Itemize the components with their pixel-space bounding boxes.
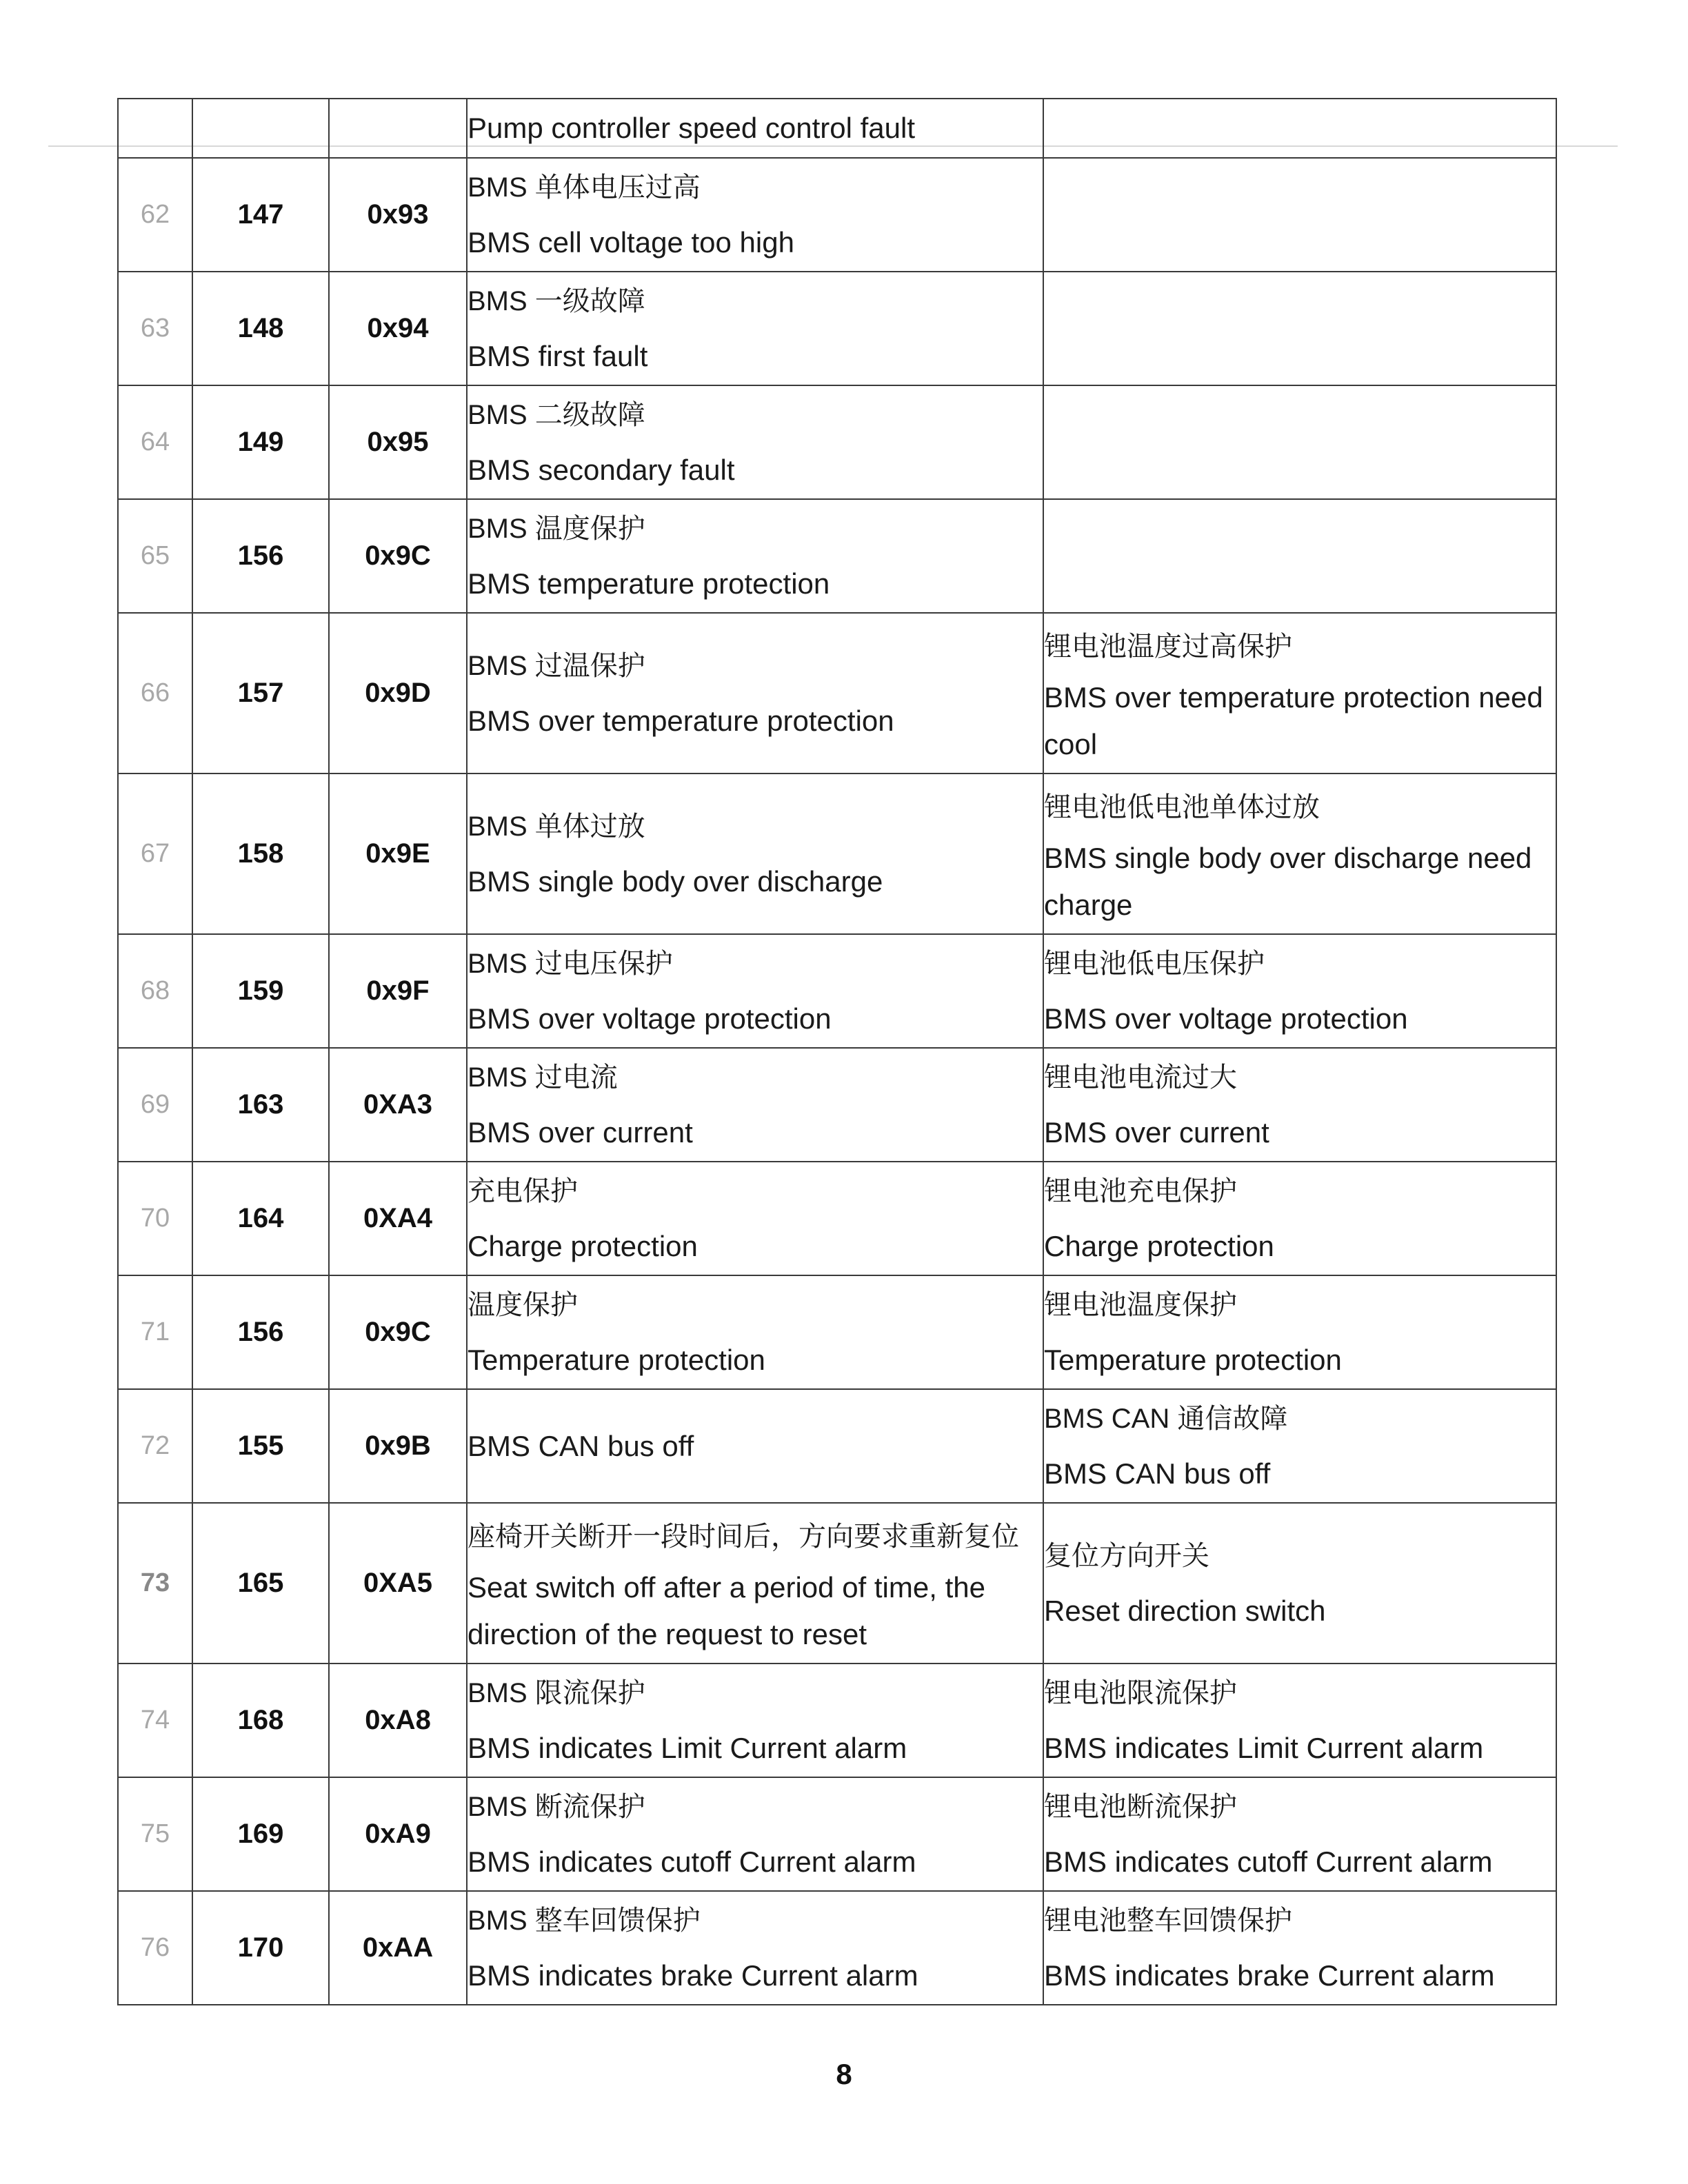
seq-cell: 63 [118,272,192,385]
hex-code-cell: 0x95 [329,385,467,499]
note-en: Reset direction switch [1044,1594,1326,1627]
seq-cell: 76 [118,1891,192,2005]
table-row [118,1664,1556,1777]
description-cell [467,1389,1043,1503]
description-en: BMS first fault [468,339,648,372]
dec-code-cell: 156 [192,1275,329,1389]
table-row [118,385,1556,499]
page-number: 8 [836,2058,852,2090]
hex-code-cell: 0x9D [329,613,467,774]
note-cell [1043,99,1556,158]
seq-cell [118,99,192,158]
note-cell [1043,1664,1556,1777]
note-cell [1043,613,1556,774]
note-cell [1043,499,1556,613]
table-row [118,1275,1556,1389]
seq-cell: 73 [118,1503,192,1664]
description-cell [467,613,1043,774]
seq-cell: 64 [118,385,192,499]
note-cn: 锂电池低电压保护 [1044,948,1265,979]
note-cell [1043,385,1556,499]
note-en: BMS indicates cutoff Current alarm [1044,1845,1493,1878]
description-cell [467,385,1043,499]
description-cn: 充电保护 [468,1175,578,1206]
note-cell [1043,1048,1556,1162]
table-row [118,934,1556,1048]
description-en: Temperature protection [468,1343,765,1376]
table-row [118,1891,1556,2005]
description-cell [467,774,1043,934]
seq-cell: 68 [118,934,192,1048]
dec-code-cell: 157 [192,613,329,774]
description-cn: BMS 二级故障 [468,399,645,430]
table-row [118,1389,1556,1503]
note-en: BMS over current [1044,1115,1269,1149]
description-en: Pump controller speed control fault [468,112,916,144]
seq-cell: 75 [118,1777,192,1891]
note-cell [1043,1891,1556,2005]
description-cn: 座椅开关断开一段时间后，方向要求重新复位 [468,1521,1019,1552]
fault-code-table [117,98,1557,2005]
dec-code-cell: 159 [192,934,329,1048]
hex-code-cell: 0x9C [329,1275,467,1389]
hex-code-cell: 0x9B [329,1389,467,1503]
table-row [118,99,1556,158]
table-row [118,1162,1556,1275]
description-en: Charge protection [468,1229,698,1262]
description-cell [467,1275,1043,1389]
hex-code-cell: 0XA3 [329,1048,467,1162]
table-row [118,272,1556,385]
description-cell [467,1048,1043,1162]
description-en: BMS over current [468,1115,693,1149]
description-en: BMS over voltage protection [468,1002,832,1035]
dec-code-cell: 149 [192,385,329,499]
description-cell [467,272,1043,385]
description-cell [467,1503,1043,1664]
description-cell [467,499,1043,613]
table-row [118,613,1556,774]
hex-code-cell: 0x94 [329,272,467,385]
note-en: BMS over voltage protection [1044,1002,1408,1035]
description-cn: BMS 过电压保护 [468,948,673,979]
note-cell [1043,158,1556,272]
note-cell [1043,1777,1556,1891]
note-cell [1043,1162,1556,1275]
description-cn: BMS 单体过放 [468,811,645,842]
description-cell [467,934,1043,1048]
note-en: BMS over temperature protection need cool [1044,680,1543,760]
seq-cell: 71 [118,1275,192,1389]
dec-code-cell: 164 [192,1162,329,1275]
description-en: BMS single body over discharge [468,865,883,898]
description-cn: 温度保护 [468,1289,578,1320]
note-cn: 锂电池断流保护 [1044,1791,1237,1822]
description-en: BMS CAN bus off [468,1429,694,1462]
dec-code-cell: 169 [192,1777,329,1891]
table-row [118,158,1556,272]
seq-cell: 65 [118,499,192,613]
note-cn: 锂电池限流保护 [1044,1677,1237,1708]
note-cn: 锂电池整车回馈保护 [1044,1905,1292,1936]
seq-cell: 74 [118,1664,192,1777]
description-cn: BMS 过电流 [468,1062,618,1093]
description-en: BMS indicates Limit Current alarm [468,1731,907,1764]
dec-code-cell [192,99,329,158]
hex-code-cell: 0x93 [329,158,467,272]
dec-code-cell: 165 [192,1503,329,1664]
description-en: BMS indicates brake Current alarm [468,1959,918,1992]
table-row [118,1777,1556,1891]
note-en: BMS indicates brake Current alarm [1044,1959,1495,1992]
note-cn: 锂电池温度保护 [1044,1289,1237,1320]
dec-code-cell: 147 [192,158,329,272]
hex-code-cell: 0xA8 [329,1664,467,1777]
description-en: BMS cell voltage too high [468,225,794,259]
description-en: BMS temperature protection [468,567,830,600]
note-en: BMS CAN bus off [1044,1457,1271,1490]
note-cn: 锂电池温度过高保护 [1044,631,1292,662]
description-cn: BMS 单体电压过高 [468,172,701,203]
hex-code-cell: 0x9F [329,934,467,1048]
dec-code-cell: 155 [192,1389,329,1503]
hex-code-cell: 0x9E [329,774,467,934]
description-cell [467,1777,1043,1891]
hex-code-cell: 0XA5 [329,1503,467,1664]
description-cell [467,158,1043,272]
note-cn: 锂电池电流过大 [1044,1062,1237,1093]
note-cell [1043,272,1556,385]
description-en: BMS over temperature protection [468,704,894,737]
table-row [118,1503,1556,1664]
note-cn: BMS CAN 通信故障 [1044,1403,1288,1434]
note-cell [1043,1389,1556,1503]
hex-code-cell: 0XA4 [329,1162,467,1275]
description-cell [467,99,1043,158]
seq-cell: 70 [118,1162,192,1275]
note-cn: 锂电池低电池单体过放 [1044,791,1320,822]
note-en: Charge protection [1044,1229,1274,1262]
table-row [118,774,1556,934]
dec-code-cell: 168 [192,1664,329,1777]
dec-code-cell: 148 [192,272,329,385]
note-en: Temperature protection [1044,1343,1342,1376]
seq-cell: 69 [118,1048,192,1162]
note-cn: 锂电池充电保护 [1044,1175,1237,1206]
description-en: BMS secondary fault [468,453,735,486]
description-cn: BMS 整车回馈保护 [468,1905,701,1936]
description-cell [467,1162,1043,1275]
seq-cell: 67 [118,774,192,934]
table-row [118,1048,1556,1162]
note-cn: 复位方向开关 [1044,1540,1209,1571]
description-cell [467,1891,1043,2005]
note-cell [1043,1503,1556,1664]
dec-code-cell: 158 [192,774,329,934]
note-en: BMS indicates Limit Current alarm [1044,1731,1484,1764]
description-cn: BMS 断流保护 [468,1791,645,1822]
dec-code-cell: 156 [192,499,329,613]
note-cell [1043,774,1556,934]
note-en: BMS single body over discharge need charge [1044,841,1532,921]
seq-cell: 62 [118,158,192,272]
seq-cell: 66 [118,613,192,774]
note-cell [1043,1275,1556,1389]
description-en: BMS indicates cutoff Current alarm [468,1845,916,1878]
note-cell [1043,934,1556,1048]
hex-code-cell: 0x9C [329,499,467,613]
hex-code-cell [329,99,467,158]
hex-code-cell: 0xAA [329,1891,467,2005]
dec-code-cell: 170 [192,1891,329,2005]
description-cn: BMS 温度保护 [468,513,645,544]
seq-cell: 72 [118,1389,192,1503]
description-cn: BMS 限流保护 [468,1677,645,1708]
dec-code-cell: 163 [192,1048,329,1162]
description-en: Seat switch off after a period of time, the direction of the request to reset [468,1570,985,1650]
description-cell [467,1664,1043,1777]
hex-code-cell: 0xA9 [329,1777,467,1891]
description-cn: BMS 一级故障 [468,285,645,316]
table-row [118,499,1556,613]
description-cn: BMS 过温保护 [468,650,645,681]
